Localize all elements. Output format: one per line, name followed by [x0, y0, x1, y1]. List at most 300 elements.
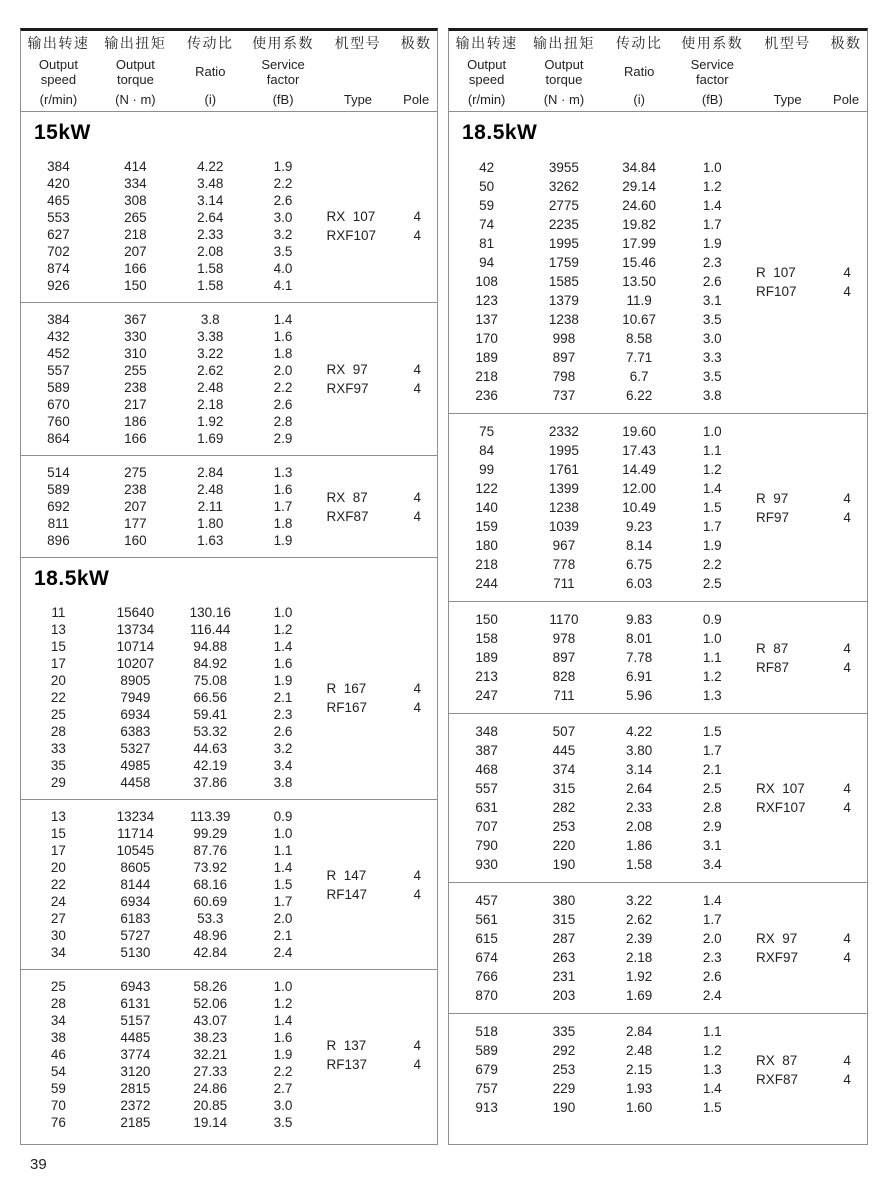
- output-speed-value: 189: [475, 350, 498, 365]
- type-label: RXF107: [326, 228, 377, 243]
- header-en-line: Output: [544, 56, 584, 72]
- service-factor-value: 3.0: [273, 210, 293, 225]
- output-torque-value: 2235: [548, 217, 579, 232]
- service-factor-value: 1.6: [273, 482, 293, 497]
- output-torque-value: 335: [552, 1024, 576, 1039]
- pole-value: 4: [413, 699, 421, 715]
- service-factor-value: 3.2: [273, 227, 293, 242]
- output-speed-value: 75: [479, 424, 495, 439]
- service-factor-value: 2.2: [273, 176, 293, 191]
- output-torque-value: 4458: [120, 775, 151, 790]
- header-label-en: [691, 51, 734, 92]
- ratio-value: 1.69: [626, 988, 653, 1003]
- output-torque-value: 308: [124, 193, 147, 208]
- pole-value: 4: [413, 508, 421, 524]
- service-factor-value: 1.1: [273, 843, 293, 858]
- type-label: R 97: [755, 490, 789, 506]
- header-column: [21, 34, 96, 109]
- output-speed-value: 11: [51, 605, 66, 620]
- header-unit: (fB): [272, 92, 294, 107]
- output-torque-value: 737: [552, 388, 576, 403]
- service-factor-value: 4.0: [273, 261, 293, 276]
- output-torque-value: 253: [552, 1062, 576, 1077]
- ratio-value: 1.86: [626, 838, 653, 853]
- output-speed-value: 27: [50, 911, 66, 926]
- type-pole-block: [321, 150, 437, 302]
- ratio-value: 24.60: [622, 198, 657, 213]
- ratio-value: 52.06: [193, 996, 228, 1011]
- ratio-value: 2.08: [626, 819, 653, 834]
- header-en-line: Ratio: [623, 64, 655, 79]
- header-label-en: [544, 51, 583, 92]
- service-factor-value: 2.6: [273, 397, 293, 412]
- output-speed-value: 465: [47, 193, 70, 208]
- ratio-value: 60.69: [193, 894, 228, 909]
- ratio-value: 11.9: [626, 293, 652, 308]
- ratio-value: 116.44: [190, 622, 231, 637]
- output-torque-value: 1995: [548, 443, 579, 458]
- type-label: R 147: [326, 867, 367, 883]
- output-torque-value: 150: [124, 278, 147, 293]
- output-speed-value: 864: [47, 431, 70, 446]
- output-speed-value: 420: [47, 176, 70, 191]
- service-factor-value: 1.3: [702, 688, 722, 703]
- power-heading: 18.5kW: [462, 121, 538, 144]
- output-torque-value: 414: [124, 159, 147, 174]
- output-torque-value: 275: [124, 465, 147, 480]
- service-factor-value: 1.1: [702, 443, 722, 458]
- output-speed-value: 50: [479, 179, 495, 194]
- ratio-value: 6.91: [626, 669, 653, 684]
- output-torque-value: 711: [553, 688, 575, 703]
- service-factor-value: 1.0: [702, 424, 722, 439]
- power-heading: 18.5kW: [21, 557, 437, 596]
- ratio-value: 99.29: [193, 826, 228, 841]
- ratio-value: 19.82: [622, 217, 657, 232]
- service-factor-value: 1.0: [273, 826, 293, 841]
- service-factor-value: 1.4: [702, 198, 722, 213]
- header-unit: (N · m): [115, 92, 156, 107]
- output-speed-value: 930: [475, 857, 498, 872]
- service-factor-value: 1.9: [702, 236, 722, 251]
- service-factor-value: 2.0: [702, 931, 722, 946]
- output-speed-value: 702: [47, 244, 70, 259]
- output-torque-value: 5727: [120, 928, 151, 943]
- output-torque-value: 217: [124, 397, 147, 412]
- ratio-group: [449, 413, 867, 601]
- output-speed-value: 30: [50, 928, 66, 943]
- ratio-value: 66.56: [193, 690, 228, 705]
- header-en-line: speed: [40, 71, 77, 87]
- ratio-value: 8.14: [626, 538, 653, 553]
- ratio-value: 2.15: [626, 1062, 653, 1077]
- ratio-value: 53.3: [197, 911, 224, 926]
- ratio-value: 12.00: [622, 481, 657, 496]
- output-torque-value: 310: [124, 346, 147, 361]
- header-label-zh: 极数: [400, 35, 432, 51]
- output-speed-value: 13: [50, 622, 66, 637]
- service-factor-value: 2.0: [273, 911, 293, 926]
- ratio-value: 1.58: [197, 278, 224, 293]
- type-row: [321, 1055, 437, 1074]
- output-torque-value: 265: [124, 210, 147, 225]
- service-factor-value: 2.1: [273, 928, 293, 943]
- pole-value: 4: [413, 680, 421, 696]
- page-number: 39: [30, 1156, 47, 1173]
- output-torque-value: 2185: [120, 1115, 151, 1130]
- ratio-value: 10.49: [622, 500, 657, 515]
- header-column: [750, 34, 825, 109]
- ratio-value: 6.22: [626, 388, 653, 403]
- pole-value: 4: [843, 509, 851, 525]
- output-speed-value: 46: [50, 1047, 66, 1062]
- output-torque-value: 3120: [120, 1064, 151, 1079]
- output-torque-value: 828: [552, 669, 576, 684]
- header-en-line: Output: [115, 56, 155, 72]
- ratio-value: 75.08: [193, 673, 228, 688]
- type-label: RX 87: [755, 1052, 798, 1068]
- header-column: [246, 34, 321, 109]
- type-label: RF97: [755, 509, 789, 525]
- output-speed-value: 457: [475, 893, 498, 908]
- type-row: [321, 360, 437, 379]
- output-speed-value: 28: [50, 996, 66, 1011]
- output-speed-value: 452: [47, 346, 70, 361]
- service-factor-value: 1.8: [273, 516, 293, 531]
- output-torque-value: 11714: [117, 826, 154, 841]
- header-en-line: factor: [696, 71, 729, 87]
- header-column: [96, 34, 175, 109]
- pole-value: 4: [413, 381, 421, 396]
- type-row: [750, 282, 867, 301]
- ratio-value: 2.84: [197, 465, 224, 480]
- type-row: [750, 1051, 867, 1070]
- header-unit: (fB): [701, 92, 723, 107]
- service-factor-value: 1.0: [273, 979, 293, 994]
- service-factor-value: 3.5: [702, 369, 722, 384]
- output-speed-value: 387: [475, 743, 498, 758]
- service-factor-value: 1.1: [702, 650, 722, 665]
- type-row: [321, 885, 437, 904]
- service-factor-value: 1.3: [702, 1062, 722, 1077]
- output-torque-value: 177: [124, 516, 147, 531]
- service-factor-value: 4.1: [273, 278, 293, 293]
- service-factor-value: 2.8: [273, 414, 293, 429]
- service-factor-value: 2.2: [273, 380, 293, 395]
- ratio-value: 3.14: [626, 762, 653, 777]
- type-row: [321, 698, 437, 717]
- output-speed-value: 22: [50, 690, 66, 705]
- header-label-zh: 输出扭矩: [104, 35, 167, 51]
- header-label-en: [195, 51, 225, 92]
- ratio-value: 3.38: [197, 329, 224, 344]
- service-factor-value: 3.3: [702, 350, 722, 365]
- service-factor-value: 1.9: [273, 533, 293, 548]
- ratio-value: 24.86: [193, 1081, 228, 1096]
- output-speed-value: 159: [475, 519, 498, 534]
- type-label: RX 107: [755, 781, 805, 796]
- header-unit: Type: [773, 92, 802, 107]
- output-speed-value: 631: [475, 800, 498, 815]
- output-torque-value: 1399: [548, 481, 579, 496]
- output-torque-value: 203: [552, 988, 576, 1003]
- output-speed-value: 17: [50, 843, 66, 858]
- output-speed-value: 218: [475, 369, 498, 384]
- output-speed-value: 707: [475, 819, 498, 834]
- ratio-group: [449, 713, 867, 882]
- output-torque-value: 798: [552, 369, 576, 384]
- spec-table-left: [20, 28, 438, 1145]
- output-torque-value: 282: [552, 800, 576, 815]
- pole-value: 4: [843, 659, 851, 675]
- output-speed-value: 74: [479, 217, 495, 232]
- output-speed-value: 670: [47, 397, 70, 412]
- service-factor-value: 0.9: [273, 809, 293, 824]
- pole-value: 4: [413, 886, 421, 902]
- service-factor-value: 2.5: [702, 576, 722, 591]
- output-torque-value: 287: [552, 931, 576, 946]
- service-factor-value: 1.9: [273, 1047, 293, 1062]
- service-factor-value: 1.5: [702, 1100, 722, 1115]
- output-torque-value: 367: [124, 312, 147, 327]
- header-column: [175, 34, 246, 109]
- type-row: [321, 1036, 437, 1055]
- service-factor-value: 2.4: [702, 988, 722, 1003]
- type-row: [321, 379, 437, 398]
- service-factor-value: 3.1: [702, 293, 722, 308]
- type-pole-block: [321, 596, 437, 799]
- ratio-value: 5.96: [626, 688, 653, 703]
- output-torque-value: 998: [552, 331, 576, 346]
- ratio-value: 6.75: [626, 557, 653, 572]
- service-factor-value: 1.7: [702, 743, 722, 758]
- output-torque-value: 3262: [548, 179, 579, 194]
- output-speed-value: 81: [479, 236, 495, 251]
- pole-value: 4: [843, 781, 851, 796]
- ratio-value: 4.22: [626, 724, 653, 739]
- output-torque-value: 207: [124, 244, 147, 259]
- type-row: [321, 679, 437, 698]
- service-factor-value: 1.2: [273, 996, 293, 1011]
- service-factor-value: 3.1: [702, 838, 722, 853]
- type-pole-block: [321, 800, 437, 969]
- output-torque-value: 218: [124, 227, 147, 242]
- ratio-value: 1.92: [626, 969, 653, 984]
- ratio-group: [449, 601, 867, 713]
- pole-value: 4: [843, 1071, 851, 1087]
- type-pole-block: [321, 303, 437, 455]
- ratio-value: 3.80: [626, 743, 653, 758]
- output-torque-value: 374: [552, 762, 576, 777]
- service-factor-value: 3.8: [273, 775, 293, 790]
- type-pole-block: [750, 1014, 867, 1125]
- output-speed-value: 180: [475, 538, 498, 553]
- ratio-value: 2.39: [626, 931, 653, 946]
- header-en-line: factor: [266, 71, 300, 87]
- ratio-value: 20.85: [193, 1098, 228, 1113]
- output-speed-value: 29: [50, 775, 66, 790]
- output-speed-value: 674: [475, 950, 498, 965]
- service-factor-value: 2.5: [702, 781, 722, 796]
- output-speed-value: 20: [50, 673, 66, 688]
- ratio-value: 84.92: [193, 656, 228, 671]
- type-label: RF107: [755, 283, 797, 299]
- ratio-value: 2.62: [197, 363, 224, 378]
- output-torque-value: 10545: [116, 843, 155, 858]
- output-torque-value: 1170: [549, 612, 579, 627]
- output-speed-value: 84: [479, 443, 495, 458]
- ratio-value: 3.48: [197, 176, 224, 191]
- type-label: RXF87: [755, 1071, 798, 1087]
- service-factor-value: 2.4: [273, 945, 293, 960]
- ratio-value: 37.86: [193, 775, 228, 790]
- output-torque-value: 190: [552, 857, 576, 872]
- pole-value: 4: [843, 640, 851, 656]
- service-factor-value: 1.1: [702, 1024, 722, 1039]
- header-label-en: [116, 51, 155, 92]
- pole-value: 4: [413, 489, 421, 505]
- service-factor-value: 1.0: [273, 605, 293, 620]
- type-row: [750, 1070, 867, 1089]
- service-factor-value: 1.9: [702, 538, 722, 553]
- ratio-value: 1.58: [197, 261, 224, 276]
- ratio-value: 3.8: [200, 312, 220, 327]
- output-speed-value: 561: [475, 912, 498, 927]
- header-label-zh: 传动比: [615, 35, 663, 51]
- output-torque-value: 263: [552, 950, 576, 965]
- output-torque-value: 8144: [120, 877, 151, 892]
- type-label: RX 107: [326, 209, 376, 224]
- type-label: R 87: [755, 640, 789, 656]
- output-torque-value: 897: [552, 650, 576, 665]
- output-speed-value: 99: [479, 462, 495, 477]
- output-speed-value: 926: [47, 278, 70, 293]
- output-torque-value: 6934: [120, 707, 151, 722]
- header-en-line: Output: [38, 56, 78, 72]
- output-torque-value: 1759: [548, 255, 579, 270]
- header-label-zh: 极数: [830, 35, 862, 51]
- output-torque-value: 190: [552, 1100, 576, 1115]
- service-factor-value: 1.6: [273, 1030, 293, 1045]
- service-factor-value: 1.3: [273, 465, 293, 480]
- output-speed-value: 20: [50, 860, 66, 875]
- service-factor-value: 1.0: [702, 160, 722, 175]
- type-row: [321, 207, 437, 226]
- output-speed-value: 33: [50, 741, 66, 756]
- service-factor-value: 1.6: [273, 329, 293, 344]
- output-speed-value: 13: [50, 809, 66, 824]
- output-speed-value: 348: [475, 724, 498, 739]
- output-speed-value: 870: [475, 988, 498, 1003]
- ratio-value: 7.71: [626, 350, 653, 365]
- service-factor-value: 2.1: [702, 762, 722, 777]
- service-factor-value: 3.5: [273, 1115, 293, 1130]
- output-torque-value: 2372: [120, 1098, 151, 1113]
- service-factor-value: 2.7: [273, 1081, 293, 1096]
- ratio-value: 17.99: [622, 236, 657, 251]
- ratio-value: 17.43: [622, 443, 657, 458]
- service-factor-value: 1.7: [273, 894, 293, 909]
- type-label: RXF97: [755, 950, 798, 965]
- header-en-line: torque: [116, 71, 154, 87]
- output-speed-value: 38: [50, 1030, 66, 1045]
- ratio-value: 3.22: [626, 893, 653, 908]
- service-factor-value: 1.5: [273, 877, 293, 892]
- service-factor-value: 3.0: [702, 331, 722, 346]
- service-factor-value: 1.2: [702, 462, 722, 477]
- output-speed-value: 34: [50, 945, 66, 960]
- output-speed-value: 158: [475, 631, 498, 646]
- ratio-value: 4.22: [197, 159, 224, 174]
- ratio-group: [21, 150, 437, 302]
- header-unit: (r/min): [39, 92, 78, 107]
- service-factor-value: 1.4: [702, 893, 722, 908]
- output-speed-value: 140: [475, 500, 498, 515]
- output-torque-value: 166: [124, 261, 147, 276]
- type-pole-block: [750, 883, 867, 1013]
- header-unit: (i): [204, 92, 217, 107]
- type-pole-block: [750, 602, 867, 713]
- output-torque-value: 4485: [120, 1030, 151, 1045]
- output-torque-value: 5157: [120, 1013, 151, 1028]
- output-torque-value: 2775: [548, 198, 579, 213]
- ratio-value: 2.64: [197, 210, 224, 225]
- output-speed-value: 17: [50, 656, 66, 671]
- service-factor-value: 1.8: [273, 346, 293, 361]
- header-label-zh: 输出扭矩: [532, 35, 595, 51]
- service-factor-value: 1.4: [273, 639, 293, 654]
- pole-value: 4: [413, 1037, 421, 1053]
- type-row: [750, 929, 867, 948]
- header-unit: (r/min): [467, 92, 506, 107]
- service-factor-value: 3.4: [702, 857, 722, 872]
- ratio-value: 9.23: [626, 519, 653, 534]
- ratio-value: 8.58: [626, 331, 653, 346]
- service-factor-value: 2.9: [702, 819, 722, 834]
- type-row: [321, 866, 437, 885]
- ratio-group: [21, 596, 437, 799]
- ratio-value: 1.69: [197, 431, 224, 446]
- output-torque-value: 6131: [120, 996, 151, 1011]
- output-speed-value: 384: [47, 312, 70, 327]
- type-pole-block: [750, 714, 867, 882]
- ratio-value: 15.46: [622, 255, 657, 270]
- output-speed-value: 189: [475, 650, 498, 665]
- output-torque-value: 238: [124, 380, 147, 395]
- header-label-zh: 输出转速: [455, 35, 518, 51]
- ratio-value: 34.84: [622, 160, 657, 175]
- output-torque-value: 10714: [116, 639, 155, 654]
- ratio-value: 1.63: [197, 533, 224, 548]
- ratio-value: 53.32: [193, 724, 228, 739]
- output-torque-value: 8905: [120, 673, 151, 688]
- ratio-value: 2.48: [197, 380, 224, 395]
- output-speed-value: 913: [475, 1100, 498, 1115]
- output-speed-value: 760: [47, 414, 70, 429]
- header-label-zh: 使用系数: [252, 35, 315, 51]
- header-label-en: [467, 51, 506, 92]
- ratio-value: 58.26: [193, 979, 228, 994]
- ratio-value: 44.63: [193, 741, 228, 756]
- output-torque-value: 1379: [548, 293, 579, 308]
- header-label-zh: 使用系数: [681, 35, 744, 51]
- output-speed-value: 59: [479, 198, 495, 213]
- output-torque-value: 315: [552, 781, 576, 796]
- service-factor-value: 1.2: [702, 179, 722, 194]
- output-speed-value: 170: [475, 331, 498, 346]
- ratio-value: 19.60: [622, 424, 657, 439]
- output-speed-value: 35: [50, 758, 66, 773]
